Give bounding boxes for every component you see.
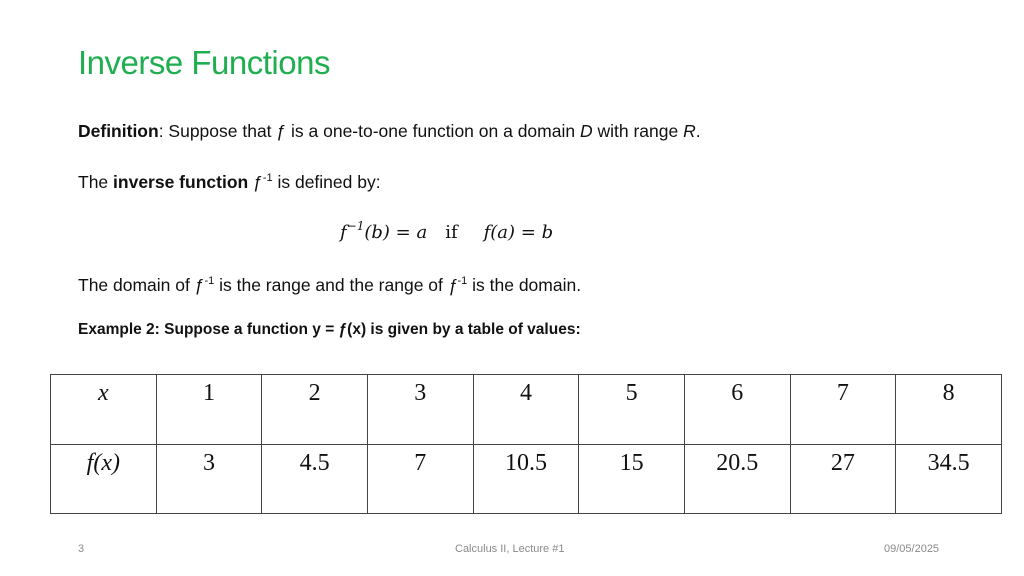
domain-text: is the domain. xyxy=(467,275,582,295)
inverse-exponent: -1 xyxy=(457,275,468,287)
table-row xyxy=(51,444,1002,514)
table-cell: 1 xyxy=(156,375,262,445)
table-cell: x xyxy=(51,375,157,445)
formula-rhs: f(a) = b xyxy=(483,222,554,243)
table-cell: 2 xyxy=(262,375,368,445)
function-symbol: ƒ xyxy=(447,275,458,295)
inverse-definition-line xyxy=(78,172,381,193)
table-cell: 27 xyxy=(790,444,896,514)
inverse-function-term: inverse function xyxy=(113,172,249,192)
definition-text: with range xyxy=(592,121,684,141)
page-number: 3 xyxy=(78,543,85,555)
definition-text: . xyxy=(695,121,701,141)
table-cell: 20.5 xyxy=(684,444,790,514)
table-cell: 5 xyxy=(579,375,685,445)
domain-text: is the range and the range of xyxy=(214,275,448,295)
inverse-exponent: -1 xyxy=(262,172,273,184)
formula-if: if xyxy=(445,222,458,243)
inverse-text: is defined by: xyxy=(272,172,381,192)
formula-exponent: −1 xyxy=(346,219,365,233)
function-symbol: ƒ xyxy=(276,121,287,141)
range-symbol: R xyxy=(683,121,696,141)
domain-symbol: D xyxy=(579,121,593,141)
inverse-exponent: -1 xyxy=(204,275,215,287)
formula-f: f xyxy=(340,222,347,243)
function-symbol: ƒ xyxy=(248,172,263,192)
values-table xyxy=(50,374,1002,514)
definition-line xyxy=(78,121,701,142)
table-cell: 10.5 xyxy=(473,444,579,514)
table-cell: 7 xyxy=(367,444,473,514)
footer-course: Calculus II, Lecture #1 xyxy=(455,543,565,555)
slide-title: Inverse Functions xyxy=(78,44,330,81)
footer-date: 09/05/2025 xyxy=(884,543,940,555)
table-cell: 3 xyxy=(367,375,473,445)
table-cell: 6 xyxy=(684,375,790,445)
formula-lhs: (b) = a xyxy=(364,222,428,243)
definition-label: Definition xyxy=(78,121,159,141)
inverse-formula xyxy=(340,219,554,243)
domain-text: The domain of ƒ xyxy=(78,275,205,295)
table-cell: 15 xyxy=(579,444,685,514)
definition-text: : Suppose that xyxy=(158,121,277,141)
table-cell: 8 xyxy=(896,375,1002,445)
table-cell: 4.5 xyxy=(262,444,368,514)
table-cell: 4 xyxy=(473,375,579,445)
table-row xyxy=(51,375,1002,445)
inverse-text: The xyxy=(78,172,114,192)
definition-text: is a one-to-one function on a domain xyxy=(286,121,580,141)
table-cell: f(x) xyxy=(51,444,157,514)
example-heading: Example 2: Suppose a function y = ƒ(x) is given by a table of values: xyxy=(78,321,581,338)
table-cell: 34.5 xyxy=(896,444,1002,514)
table-cell: 3 xyxy=(156,444,262,514)
table-cell: 7 xyxy=(790,375,896,445)
domain-range-line xyxy=(78,275,581,296)
